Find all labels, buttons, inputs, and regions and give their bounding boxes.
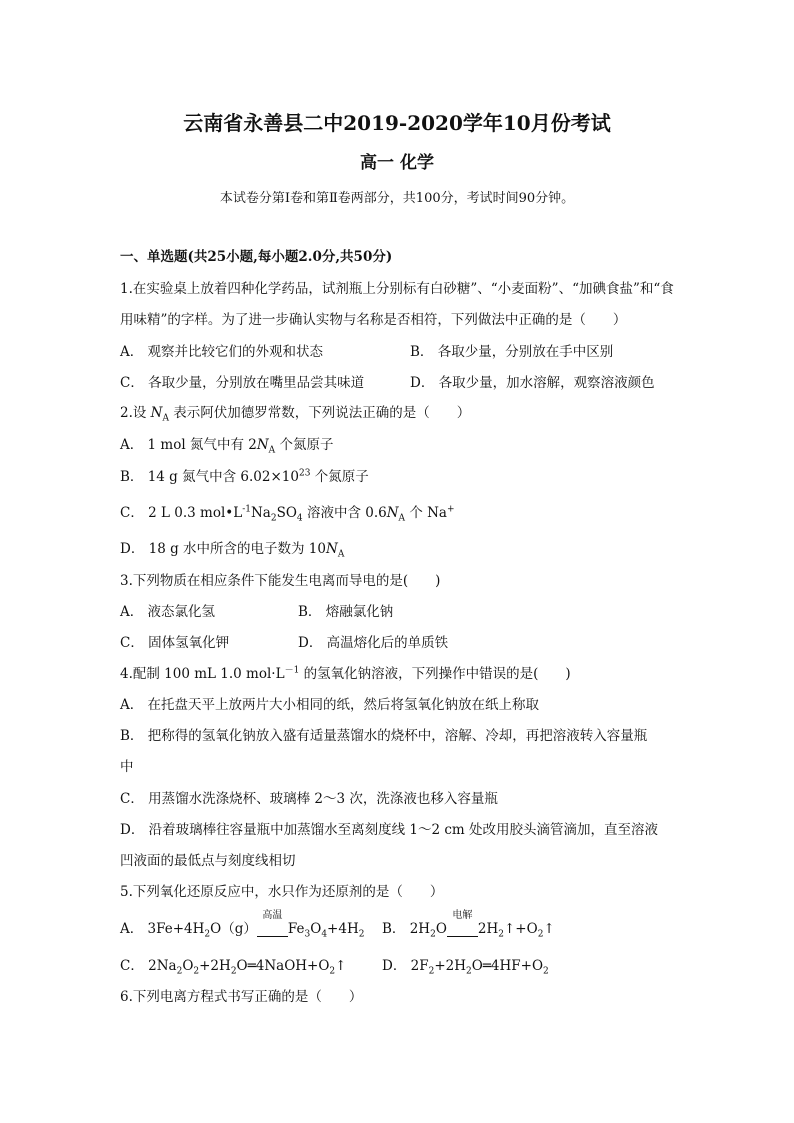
q4-option-d-line1: D． 沿着玻璃棒往容量瓶中加蒸馏水至离刻度线 1～2 cm 处改用胶头滴管滴加，直至溶液 (120, 822, 659, 838)
reaction-condition-arrow: 电解 (447, 922, 478, 937)
q1-option-a: A． 观察并比较它们的外观和状态 (120, 344, 324, 360)
q2-stem: 2.设 $N_A$ 表示阿伏加德罗常数，下列说法正确的是（ ） (120, 405, 471, 424)
q2-option-c: C． 2 L 0.3 $mol•L^{-1}Na_2SO_4$ 溶液中含 $0.6N_A$ 个 Na+ (120, 504, 455, 524)
q4-option-b-line2: 中 (120, 759, 134, 775)
q3-option-d: D． 高温熔化后的单质铁 (298, 635, 449, 651)
q3-option-b: B． 熔融氯化钠 (298, 604, 394, 620)
q3-option-c: C． 固体氢氧化钾 (120, 635, 230, 651)
q1-stem-line1: 1.在实验桌上放着四种化学药品，试剂瓶上分别标有白砂糖”、“小麦面粉”、“加碘食盐”和“食 (120, 281, 674, 297)
q5-option-a: A． $3Fe+4H_2O(g)$ 高温 $Fe_3O_4+4H_2$ (120, 910, 365, 940)
q4-option-a: A． 在托盘天平上放两片大小相同的纸，然后将氢氧化钠放在纸上称取 (120, 697, 540, 713)
q3-option-a: A． 液态氯化氢 (120, 604, 216, 620)
q1-option-d: D． 各取少量，加水溶解，观察溶液颜色 (410, 375, 655, 391)
q4-option-d-line2: 凹液面的最低点与刻度线相切 (120, 853, 296, 869)
q2-option-d: D． 18 g 水中所含的电子数为 $10N_A$ (120, 541, 345, 560)
q5-stem: 5.下列氧化还原反应中，水只作为还原剂的是（ ） (120, 884, 444, 900)
section-heading: 一、单选题(共25小题,每小题2.0分,共50分) (120, 249, 393, 265)
q4-option-b-line1: B． 把称得的氢氧化钠放入盛有适量蒸馏水的烧杯中，溶解、冷却，再把溶液转入容量瓶 (120, 728, 648, 744)
q5-option-b: B． $2H_2O$ 电解 $2H_2↑+O_2↑$ (382, 910, 555, 940)
q5-option-d: D． $2F_2+2H_2O═4HF+O_2$ (382, 958, 549, 977)
q2-option-a: A． 1 mol 氮气中有 $2N_A$ 个氮原子 (120, 437, 334, 456)
q4-stem: 4.配制 100 mL 1.0 $mol\cdot L^{-1}$ 的氢氧化钠溶液，下列操作中错误的是( ) (120, 665, 571, 682)
q5-option-c: C． $2Na_2O_2+2H_2O═4NaOH+O_2↑$ (120, 958, 347, 977)
q1-option-b: B． 各取少量，分别放在手中区别 (410, 344, 614, 360)
reaction-condition-arrow: 高温 (257, 922, 288, 937)
q1-option-c: C． 各取少量，分别放在嘴里品尝其味道 (120, 375, 365, 391)
q3-stem: 3.下列物质在相应条件下能发生电离而导电的是( ) (120, 573, 441, 589)
q6-stem: 6.下列电离方程式书写正确的是（ ） (120, 989, 363, 1005)
page-subtitle: 高一 化学 (360, 153, 434, 173)
q2-option-b: B． 14 g 氮气中含 $6.02\times 10^{23}$ 个氮原子 (120, 468, 369, 485)
q4-option-c: C． 用蒸馏水洗涤烧杯、玻璃棒 2～3 次，洗涤液也移入容量瓶 (120, 791, 498, 807)
q1-stem-line2: 用味精”的字样。为了进一步确认实物与名称是否相符，下列做法中正确的是（ ） (120, 312, 627, 328)
exam-intro: 本试卷分第Ⅰ卷和第Ⅱ卷两部分，共100分，考试时间90分钟。 (219, 191, 575, 206)
page-title: 云南省永善县二中2019-2020学年10月份考试 (183, 111, 611, 135)
